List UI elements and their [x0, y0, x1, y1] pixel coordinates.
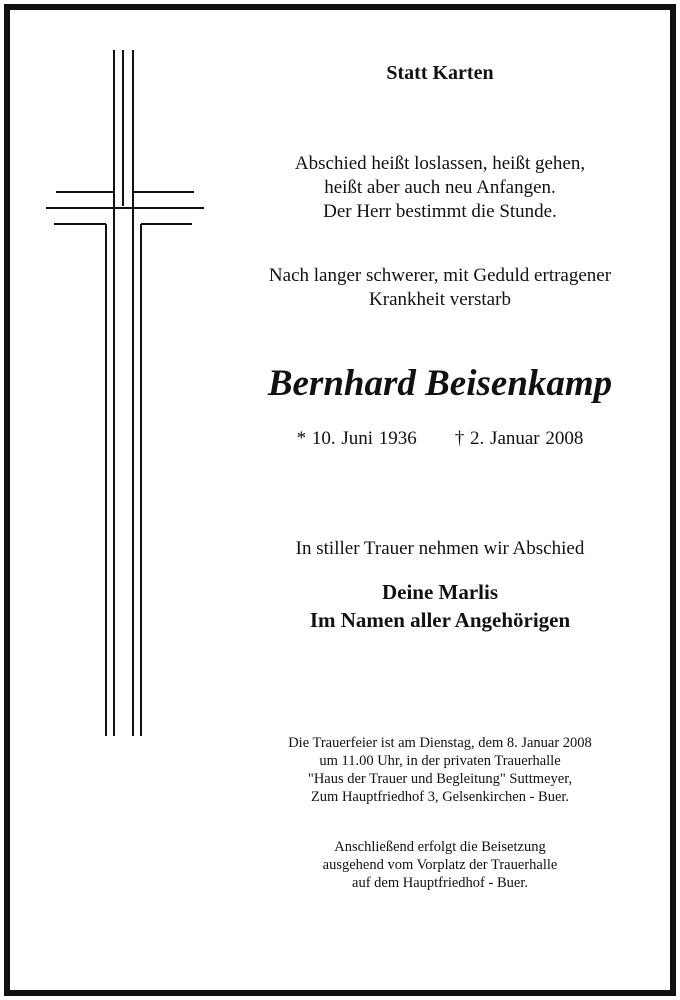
- death-date: † 2. Januar 2008: [454, 428, 584, 449]
- obituary-card: [4, 4, 676, 996]
- verse: [220, 152, 660, 224]
- birth-date: * 10. Juni 1936: [296, 428, 417, 449]
- deceased-name: Bernhard Beisenkamp: [267, 363, 613, 404]
- cross-icon: [10, 10, 220, 750]
- burial-info: [220, 838, 660, 892]
- header-text: Statt Karten: [386, 62, 494, 84]
- family-line: Im Namen aller Angehörigen: [309, 608, 571, 632]
- intro-text: [220, 264, 660, 312]
- verse-line: Abschied heißt loslassen, heißt gehen,: [294, 153, 586, 174]
- intro-line: Nach langer schwerer, mit Geduld ertragener: [268, 265, 612, 286]
- ceremony-line: Die Trauerfeier ist am Dienstag, dem 8. Januar 2008: [288, 735, 592, 751]
- burial-line: ausgehend vom Vorplatz der Trauerhalle: [322, 857, 558, 873]
- ceremony-info: [220, 734, 660, 806]
- verse-line: heißt aber auch neu Anfangen.: [324, 177, 556, 198]
- ceremony-line: um 11.00 Uhr, in der privaten Trauerhalle: [319, 753, 561, 769]
- life-dates: [220, 428, 660, 450]
- verse-line: Der Herr bestimmt die Stunde.: [323, 201, 557, 222]
- burial-line: Anschließend erfolgt die Beisetzung: [334, 839, 546, 855]
- family-line: Deine Marlis: [381, 580, 499, 604]
- intro-line: Krankheit verstarb: [369, 289, 511, 310]
- burial-line: auf dem Hauptfriedhof - Buer.: [352, 875, 528, 891]
- ceremony-line: Zum Hauptfriedhof 3, Gelsenkirchen - Buer.: [310, 789, 570, 805]
- mourning-text: In stiller Trauer nehmen wir Abschied: [295, 538, 585, 559]
- family-signature: [220, 578, 660, 634]
- ceremony-line: "Haus der Trauer und Begleitung" Suttmeyer,: [307, 771, 573, 787]
